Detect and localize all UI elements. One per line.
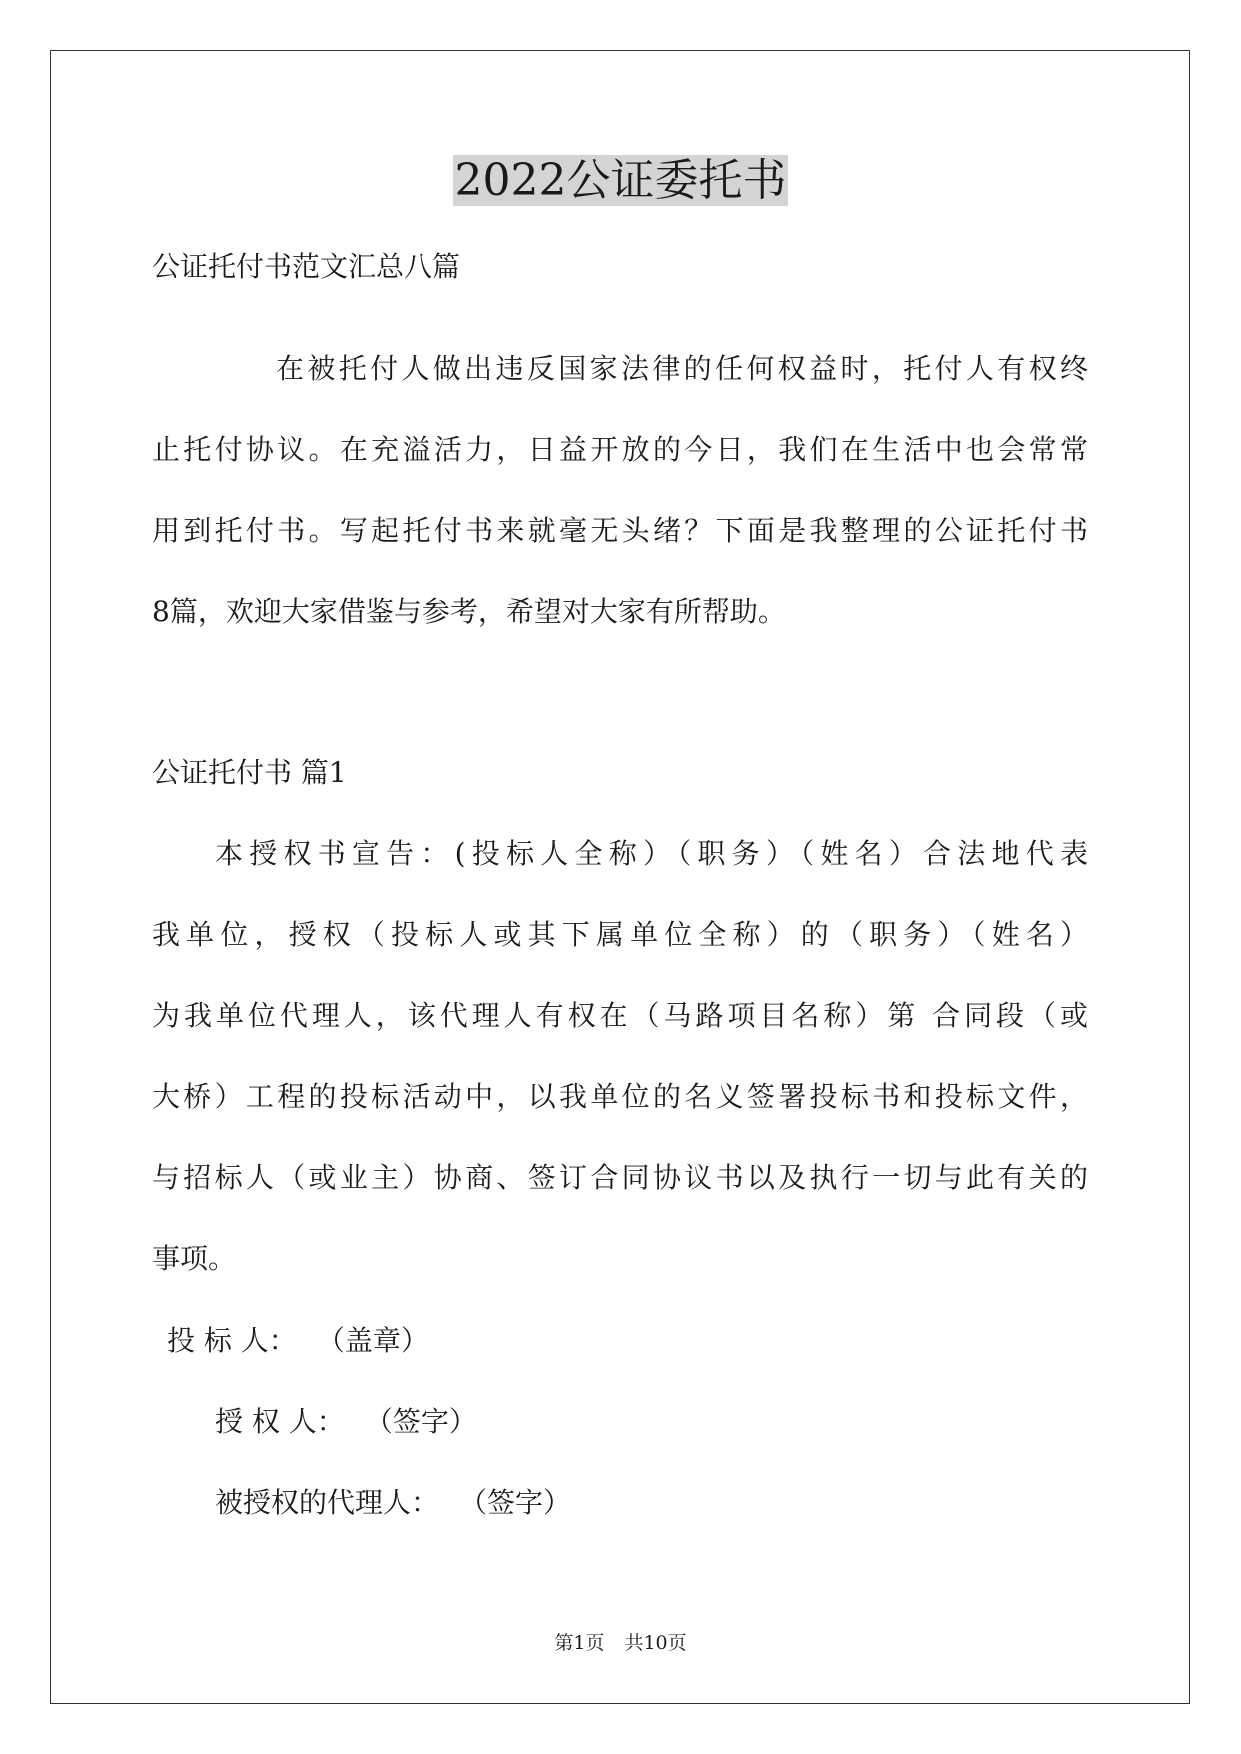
- section-line-1: 本授权书宣告：(投标人全称）（职务）（姓名）合法地代表: [215, 837, 1088, 870]
- page-footer: [0, 1630, 1241, 1656]
- agent-signature-line: [215, 1483, 571, 1523]
- section-line-2: 我单位，授权（投标人或其下属单位全称）的（职务）（姓名）: [152, 918, 1088, 951]
- document-title: [0, 152, 1241, 210]
- document-title-text: 2022公证委托书: [454, 155, 787, 206]
- bidder-seal-field: （盖章）: [316, 1324, 429, 1357]
- section-heading: 公证托付书 篇1: [152, 756, 347, 789]
- section-line-5: 与招标人（或业主）协商、签订合同协议书以及执行一切与此有关的: [152, 1161, 1088, 1194]
- authorizer-label: 授 权 人：: [215, 1405, 345, 1438]
- section-line-4: 大桥）工程的投标活动中，以我单位的名义签署投标书和投标文件，: [152, 1080, 1088, 1113]
- intro-line-4: 8篇，欢迎大家借鉴与参考，希望对大家有所帮助。: [152, 595, 786, 628]
- section-line-6: 事项。: [152, 1242, 237, 1275]
- bidder-signature-line: [167, 1321, 429, 1361]
- bidder-label: 投 标 人：: [167, 1324, 297, 1357]
- page-total: 共10页: [624, 1632, 687, 1654]
- intro-line-3: 用到托付书。写起托付书来就毫无头绪？下面是我整理的公证托付书: [152, 514, 1088, 547]
- agent-sign-field: （签字）: [459, 1486, 572, 1519]
- page-number: 第1页: [554, 1632, 605, 1654]
- section-line-3: 为我单位代理人，该代理人有权在（马路项目名称）第 合同段（或: [152, 999, 1088, 1032]
- page-frame: [50, 50, 1190, 1704]
- document-subtitle: 公证托付书范文汇总八篇: [152, 250, 461, 283]
- agent-label: 被授权的代理人：: [215, 1486, 440, 1519]
- intro-line-1: 在被托付人做出违反国家法律的任何权益时，托付人有权终: [276, 352, 1088, 385]
- authorizer-signature-line: [215, 1402, 477, 1442]
- intro-line-2: 止托付协议。在充溢活力，日益开放的今日，我们在生活中也会常常: [152, 433, 1088, 466]
- authorizer-sign-field: （签字）: [364, 1405, 477, 1438]
